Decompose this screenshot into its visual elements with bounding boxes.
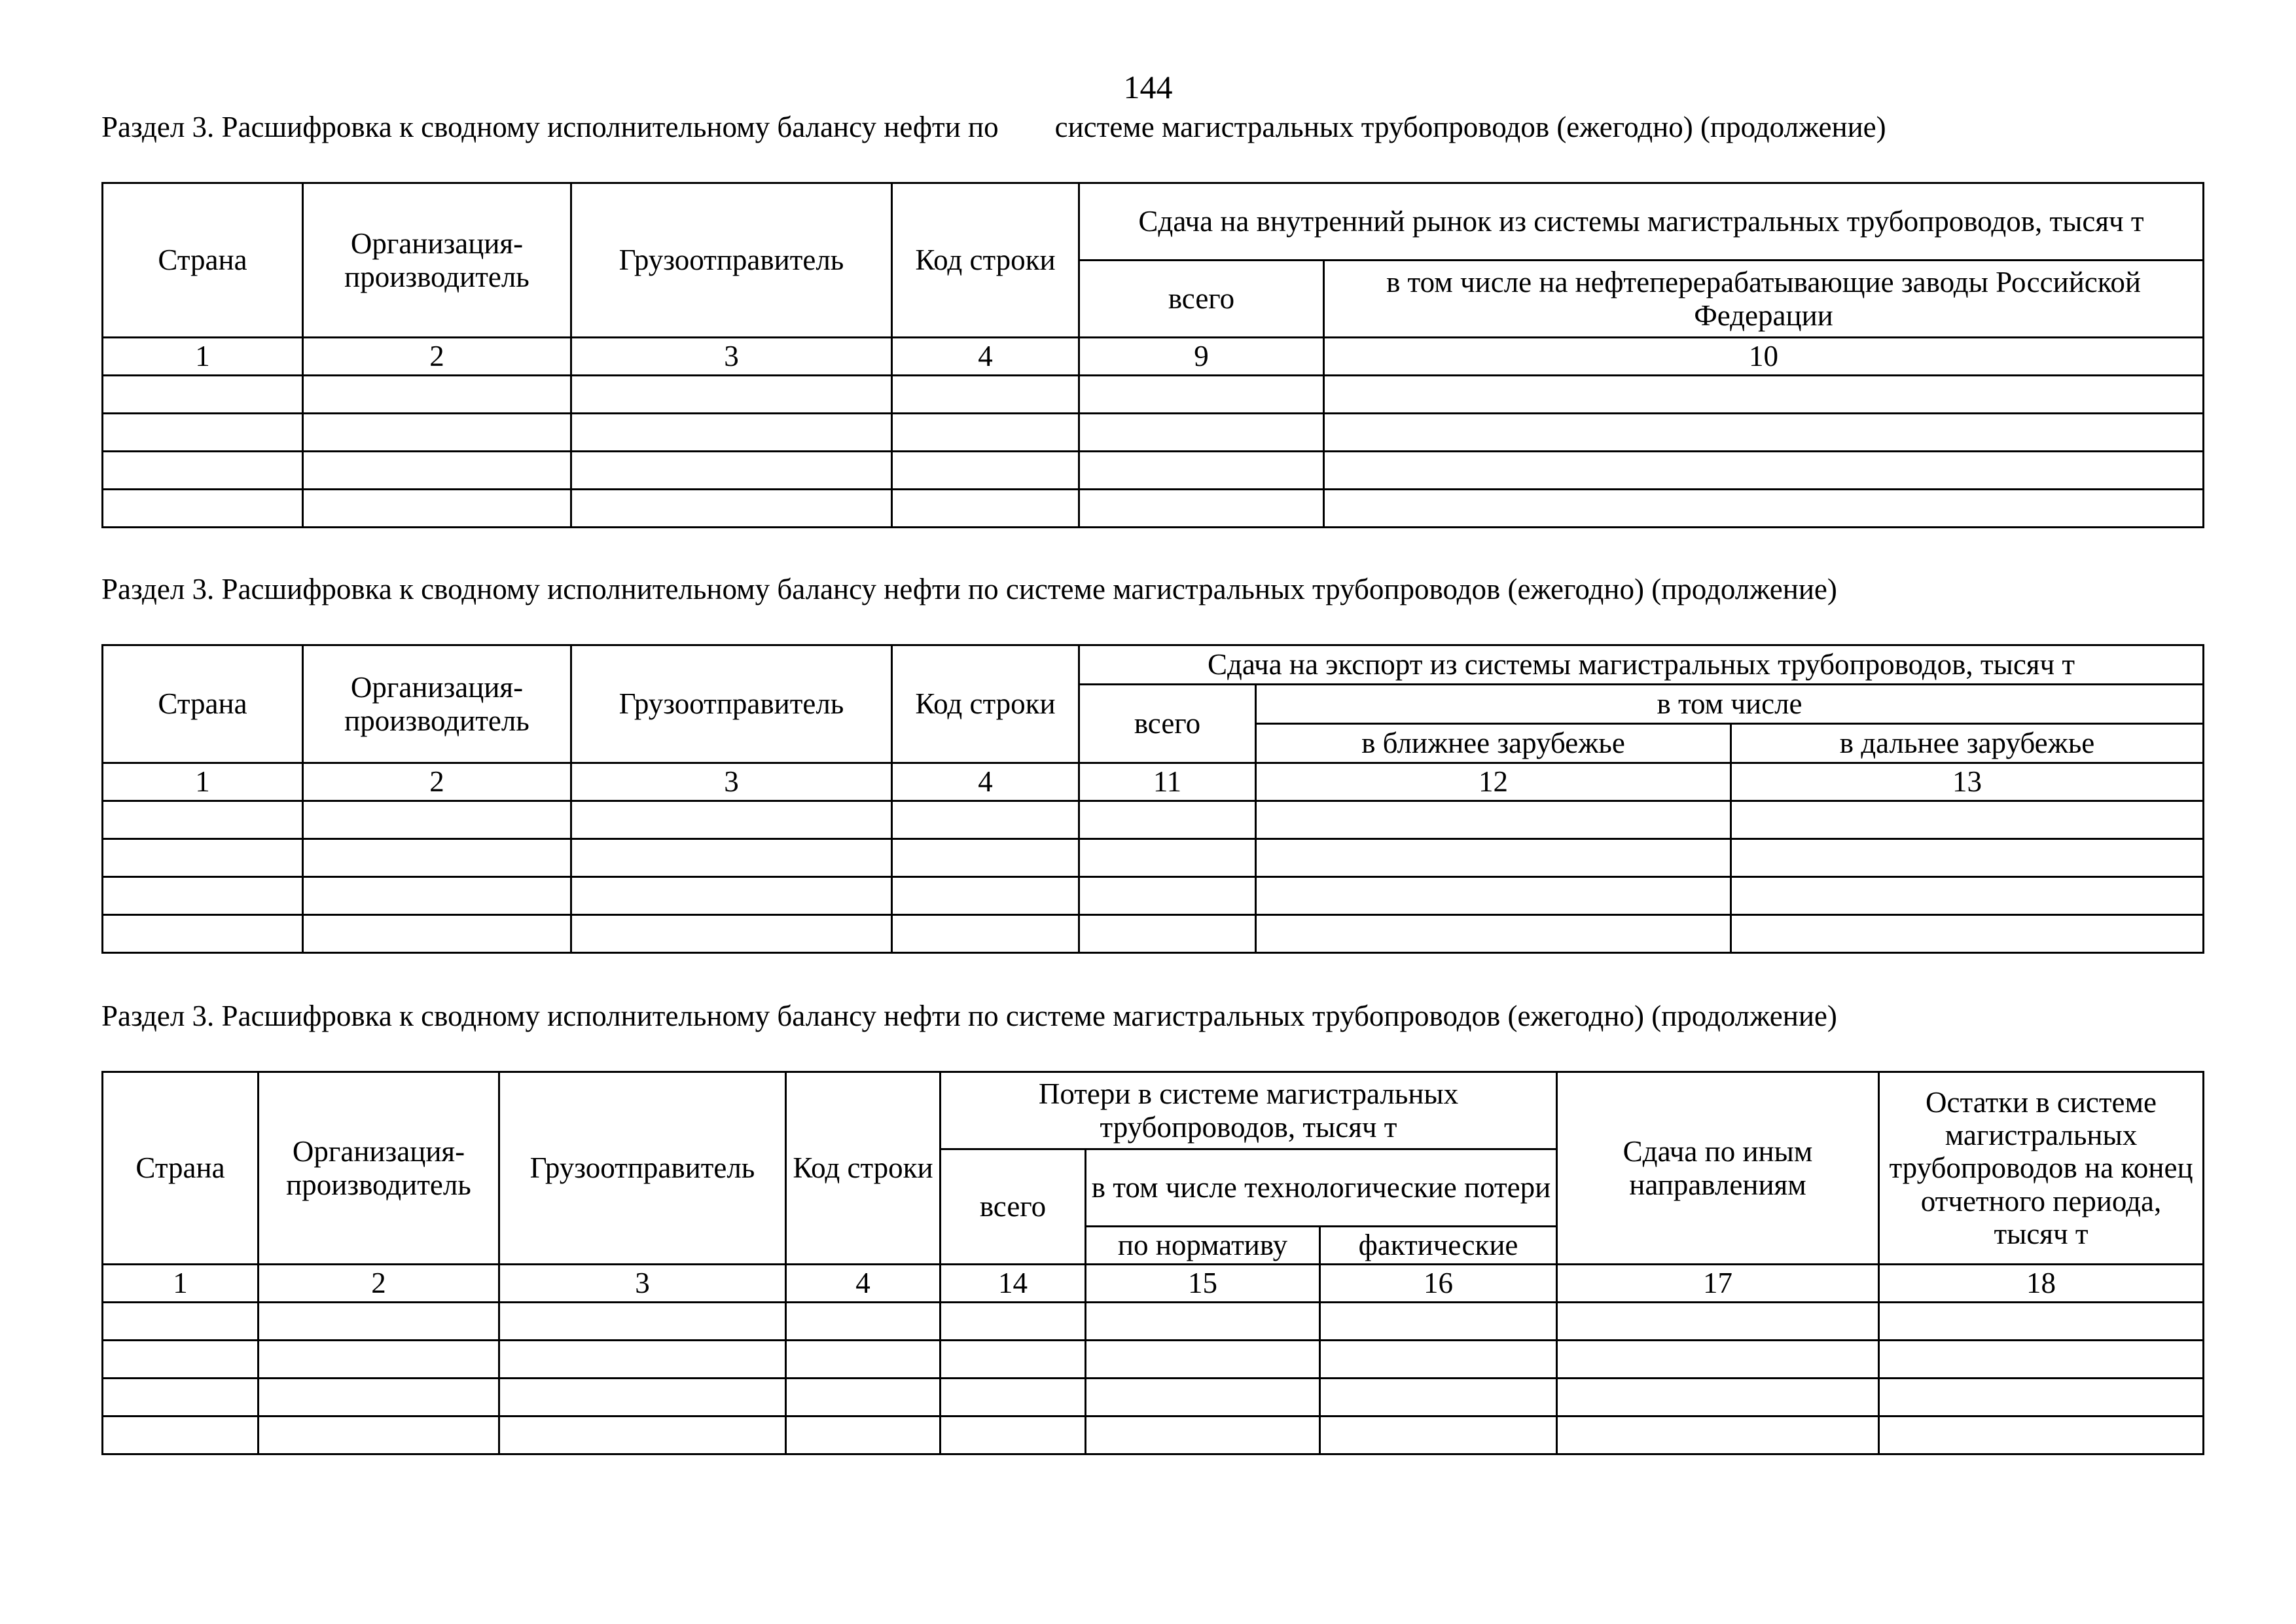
empty-cell[interactable]: [1256, 801, 1731, 839]
empty-cell[interactable]: [1324, 490, 2204, 528]
section-title-1: [101, 113, 1886, 142]
header-actual: фактические: [1320, 1227, 1557, 1265]
header-including: в том числе: [1256, 685, 2204, 724]
empty-cell[interactable]: [1320, 1303, 1557, 1341]
header-country: Страна: [103, 183, 303, 338]
empty-row: [103, 801, 2204, 839]
empty-row: [103, 1379, 2204, 1416]
empty-cell[interactable]: [303, 839, 571, 877]
empty-cell[interactable]: [1324, 376, 2204, 414]
empty-cell[interactable]: [941, 1303, 1086, 1341]
empty-cell[interactable]: [1086, 1303, 1320, 1341]
empty-cell[interactable]: [941, 1416, 1086, 1454]
empty-cell[interactable]: [1557, 1341, 1879, 1379]
header-total: всего: [1079, 685, 1256, 763]
empty-cell[interactable]: [892, 414, 1079, 452]
empty-cell[interactable]: [892, 376, 1079, 414]
empty-cell[interactable]: [1731, 915, 2204, 953]
empty-cell[interactable]: [1557, 1416, 1879, 1454]
empty-cell[interactable]: [892, 490, 1079, 528]
empty-cell[interactable]: [303, 490, 571, 528]
header-losses-group: Потери в системе магистральных трубопроводов, тысяч т: [941, 1072, 1557, 1149]
empty-cell[interactable]: [1324, 414, 2204, 452]
empty-cell[interactable]: [1256, 839, 1731, 877]
header-far-abroad: в дальнее зарубежье: [1731, 724, 2204, 763]
empty-cell[interactable]: [1731, 801, 2204, 839]
column-number: 9: [1079, 338, 1324, 376]
empty-cell[interactable]: [1320, 1416, 1557, 1454]
empty-cell[interactable]: [103, 1416, 259, 1454]
column-number: 1: [103, 1265, 259, 1303]
empty-cell[interactable]: [1079, 414, 1324, 452]
empty-cell[interactable]: [303, 801, 571, 839]
empty-cell[interactable]: [259, 1379, 499, 1416]
empty-cell[interactable]: [892, 877, 1079, 915]
column-number: 4: [786, 1265, 941, 1303]
empty-cell[interactable]: [1557, 1379, 1879, 1416]
empty-row: [103, 376, 2204, 414]
empty-cell[interactable]: [571, 839, 892, 877]
empty-row: [103, 452, 2204, 490]
section-title-1-part2: системе магистральных трубопроводов (ежегодно) (продолжение): [1054, 111, 1886, 143]
empty-cell[interactable]: [259, 1303, 499, 1341]
empty-cell[interactable]: [103, 376, 303, 414]
empty-cell[interactable]: [1256, 877, 1731, 915]
column-number: 12: [1256, 763, 1731, 801]
header-producer: Организация-производитель: [303, 645, 571, 763]
empty-cell[interactable]: [571, 490, 892, 528]
section-title-3: Раздел 3. Расшифровка к сводному исполнительному балансу нефти по системе магистральных трубопроводов (ежегодно) (продолжение): [101, 1000, 1837, 1032]
table-export: [101, 644, 2204, 954]
column-number: 1: [103, 338, 303, 376]
column-number: 11: [1079, 763, 1256, 801]
empty-cell[interactable]: [1079, 376, 1324, 414]
empty-cell[interactable]: [103, 801, 303, 839]
empty-row: [103, 490, 2204, 528]
empty-cell[interactable]: [1879, 1379, 2204, 1416]
empty-cell[interactable]: [786, 1416, 941, 1454]
column-number: 2: [259, 1265, 499, 1303]
empty-cell[interactable]: [499, 1341, 786, 1379]
empty-cell[interactable]: [786, 1341, 941, 1379]
header-remainders: Остатки в системе магистральных трубопроводов на конец отчетного периода, тысяч т: [1879, 1072, 2204, 1265]
empty-row: [103, 414, 2204, 452]
header-row-code: Код строки: [892, 183, 1079, 338]
column-numbers-row: [103, 1265, 2204, 1303]
table-domestic-market: [101, 182, 2204, 528]
header-producer: Организация-производитель: [259, 1072, 499, 1265]
empty-row: [103, 1341, 2204, 1379]
empty-cell[interactable]: [571, 452, 892, 490]
empty-row: [103, 877, 2204, 915]
header-shipper: Грузоотправитель: [571, 183, 892, 338]
empty-row: [103, 839, 2204, 877]
empty-cell[interactable]: [1086, 1341, 1320, 1379]
empty-cell[interactable]: [1079, 452, 1324, 490]
empty-cell[interactable]: [103, 414, 303, 452]
empty-cell[interactable]: [103, 877, 303, 915]
section-title-2: Раздел 3. Расшифровка к сводному исполнительному балансу нефти по системе магистральных трубопроводов (ежегодно) (продолжение): [101, 573, 1837, 605]
empty-cell[interactable]: [1079, 915, 1256, 953]
header-total: всего: [941, 1149, 1086, 1265]
column-number: 2: [303, 338, 571, 376]
column-number: 2: [303, 763, 571, 801]
empty-cell[interactable]: [1731, 877, 2204, 915]
empty-cell[interactable]: [303, 376, 571, 414]
header-tech-losses: в том числе технологические потери: [1086, 1149, 1557, 1227]
empty-row: [103, 915, 2204, 953]
header-producer: Организация-производитель: [303, 183, 571, 338]
empty-cell[interactable]: [499, 1416, 786, 1454]
header-other-directions: Сдача по иным направлениям: [1557, 1072, 1879, 1265]
empty-cell[interactable]: [1320, 1341, 1557, 1379]
empty-cell[interactable]: [1079, 490, 1324, 528]
empty-cell[interactable]: [103, 490, 303, 528]
empty-cell[interactable]: [103, 1303, 259, 1341]
empty-cell[interactable]: [786, 1379, 941, 1416]
header-country: Страна: [103, 1072, 259, 1265]
empty-cell[interactable]: [1079, 801, 1256, 839]
empty-cell[interactable]: [103, 839, 303, 877]
header-total: всего: [1079, 261, 1324, 338]
empty-cell[interactable]: [571, 376, 892, 414]
empty-cell[interactable]: [303, 452, 571, 490]
column-number: 17: [1557, 1265, 1879, 1303]
column-number: 16: [1320, 1265, 1557, 1303]
empty-cell[interactable]: [786, 1303, 941, 1341]
empty-cell[interactable]: [103, 452, 303, 490]
empty-cell[interactable]: [941, 1379, 1086, 1416]
column-number: 18: [1879, 1265, 2204, 1303]
header-row-code: Код строки: [786, 1072, 941, 1265]
section-title-1-part1: Раздел 3. Расшифровка к сводному исполнительному балансу нефти по: [101, 111, 999, 143]
header-country: Страна: [103, 645, 303, 763]
header-row-code: Код строки: [892, 645, 1079, 763]
empty-cell[interactable]: [1879, 1416, 2204, 1454]
column-number: 13: [1731, 763, 2204, 801]
empty-cell[interactable]: [1079, 839, 1256, 877]
empty-cell[interactable]: [1256, 915, 1731, 953]
header-shipper: Грузоотправитель: [499, 1072, 786, 1265]
column-number: 10: [1324, 338, 2204, 376]
header-domestic-group: Сдача на внутренний рынок из системы магистральных трубопроводов, тысяч т: [1079, 183, 2204, 261]
empty-row: [103, 1303, 2204, 1341]
header-by-norm: по нормативу: [1086, 1227, 1320, 1265]
column-numbers-row: [103, 763, 2204, 801]
column-number: 3: [571, 338, 892, 376]
empty-cell[interactable]: [303, 877, 571, 915]
empty-cell[interactable]: [941, 1341, 1086, 1379]
empty-cell[interactable]: [1557, 1303, 1879, 1341]
column-numbers-row: [103, 338, 2204, 376]
header-shipper: Грузоотправитель: [571, 645, 892, 763]
empty-cell[interactable]: [1731, 839, 2204, 877]
empty-cell[interactable]: [892, 915, 1079, 953]
empty-cell[interactable]: [571, 915, 892, 953]
empty-cell[interactable]: [892, 801, 1079, 839]
column-number: 14: [941, 1265, 1086, 1303]
column-number: 3: [571, 763, 892, 801]
empty-cell[interactable]: [259, 1341, 499, 1379]
header-export-group: Сдача на экспорт из системы магистральных трубопроводов, тысяч т: [1079, 645, 2204, 685]
empty-row: [103, 1416, 2204, 1454]
page-number: 144: [1123, 69, 1173, 105]
empty-cell[interactable]: [1879, 1303, 2204, 1341]
table-losses-remainders: [101, 1071, 2204, 1455]
empty-cell[interactable]: [1324, 452, 2204, 490]
empty-cell[interactable]: [892, 452, 1079, 490]
empty-cell[interactable]: [1086, 1379, 1320, 1416]
empty-cell[interactable]: [571, 414, 892, 452]
column-number: 15: [1086, 1265, 1320, 1303]
empty-cell[interactable]: [259, 1416, 499, 1454]
empty-cell[interactable]: [103, 915, 303, 953]
empty-cell[interactable]: [303, 414, 571, 452]
empty-cell[interactable]: [103, 1379, 259, 1416]
empty-cell[interactable]: [499, 1303, 786, 1341]
empty-cell[interactable]: [571, 877, 892, 915]
empty-cell[interactable]: [892, 839, 1079, 877]
empty-cell[interactable]: [1320, 1379, 1557, 1416]
empty-cell[interactable]: [103, 1341, 259, 1379]
header-refineries: в том числе на нефтеперерабатывающие заводы Российской Федерации: [1324, 261, 2204, 338]
empty-cell[interactable]: [303, 915, 571, 953]
empty-cell[interactable]: [1086, 1416, 1320, 1454]
empty-cell[interactable]: [499, 1379, 786, 1416]
column-number: 1: [103, 763, 303, 801]
column-number: 3: [499, 1265, 786, 1303]
column-number: 4: [892, 338, 1079, 376]
empty-cell[interactable]: [1879, 1341, 2204, 1379]
column-number: 4: [892, 763, 1079, 801]
empty-cell[interactable]: [1079, 877, 1256, 915]
header-near-abroad: в ближнее зарубежье: [1256, 724, 1731, 763]
empty-cell[interactable]: [571, 801, 892, 839]
